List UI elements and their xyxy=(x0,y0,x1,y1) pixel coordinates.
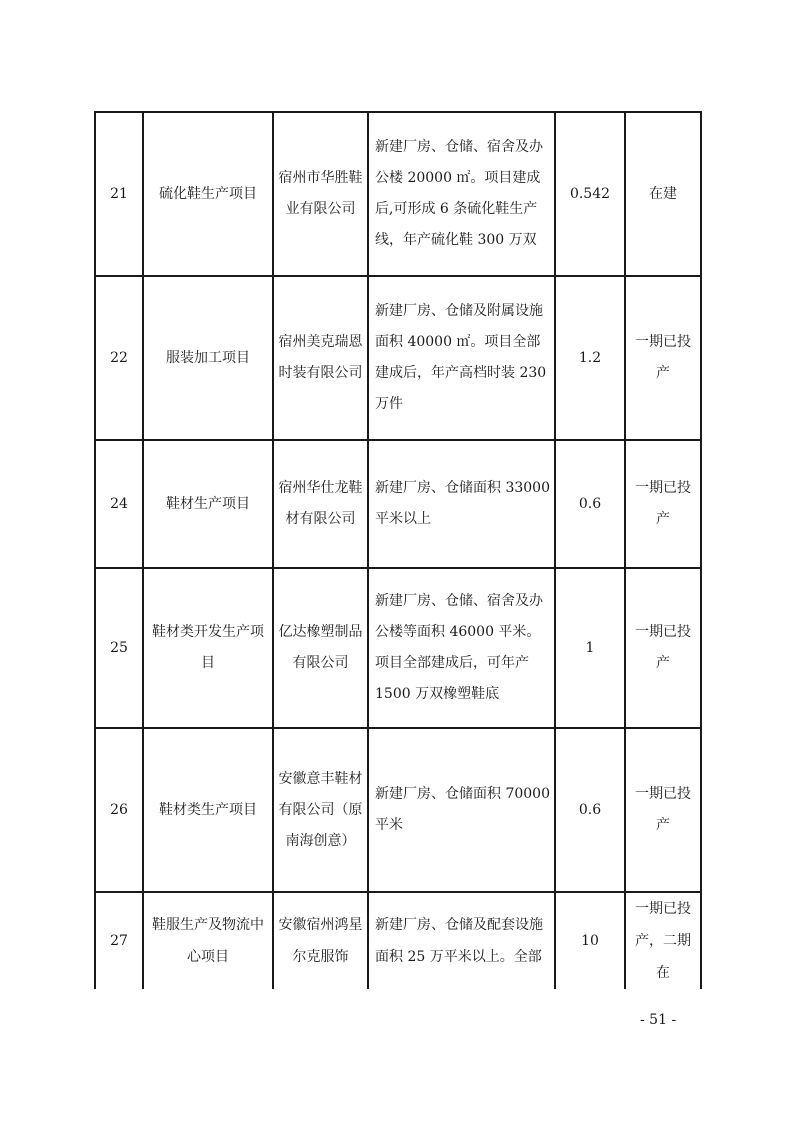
investment-amount: 0.542 xyxy=(555,112,625,276)
construction-content: 新建厂房、仓储及附属设施面积 40000 ㎡。项目全部建成后，年产高档时装 230 万件 xyxy=(368,276,555,440)
construction-content: 新建厂房、仓储、宿舍及办公楼等面积 46000 平米。项目全部建成后，可年产 1500 万双橡塑鞋底 xyxy=(368,568,555,728)
project-name: 鞋服生产及物流中心项目 xyxy=(143,892,273,989)
investment-amount: 0.6 xyxy=(555,440,625,568)
page-number: - 51 - xyxy=(640,1012,677,1028)
project-name: 硫化鞋生产项目 xyxy=(143,112,273,276)
company-name: 亿达橡塑制品有限公司 xyxy=(273,568,368,728)
construction-content: 新建厂房、仓储面积 70000 平米 xyxy=(368,728,555,892)
project-name: 鞋材生产项目 xyxy=(143,440,273,568)
investment-amount: 10 xyxy=(555,892,625,989)
project-table xyxy=(94,111,702,989)
table-row xyxy=(95,728,701,892)
construction-content: 新建厂房、仓储面积 33000 平米以上 xyxy=(368,440,555,568)
row-number: 26 xyxy=(95,728,143,892)
project-status: 一期已投产 xyxy=(625,276,701,440)
company-name: 安徽宿州鸿星尔克服饰 xyxy=(273,892,368,989)
row-number: 27 xyxy=(95,892,143,989)
project-name: 服装加工项目 xyxy=(143,276,273,440)
table-row xyxy=(95,440,701,568)
investment-amount: 1.2 xyxy=(555,276,625,440)
row-number: 22 xyxy=(95,276,143,440)
investment-amount: 0.6 xyxy=(555,728,625,892)
company-name: 宿州美克瑞恩时装有限公司 xyxy=(273,276,368,440)
company-name: 宿州华仕龙鞋材有限公司 xyxy=(273,440,368,568)
project-status: 一期已投产，二期在 xyxy=(625,892,701,989)
table-row xyxy=(95,112,701,276)
row-number: 24 xyxy=(95,440,143,568)
table-row xyxy=(95,568,701,728)
project-name: 鞋材类生产项目 xyxy=(143,728,273,892)
table-row xyxy=(95,892,701,989)
project-status: 一期已投产 xyxy=(625,728,701,892)
investment-amount: 1 xyxy=(555,568,625,728)
project-status: 一期已投产 xyxy=(625,440,701,568)
row-number: 25 xyxy=(95,568,143,728)
table-row xyxy=(95,276,701,440)
project-name: 鞋材类开发生产项目 xyxy=(143,568,273,728)
construction-content: 新建厂房、仓储及配套设施面积 25 万平米以上。全部 xyxy=(368,892,555,989)
company-name: 安徽意丰鞋材有限公司（原南海创意） xyxy=(273,728,368,892)
company-name: 宿州市华胜鞋业有限公司 xyxy=(273,112,368,276)
construction-content: 新建厂房、仓储、宿舍及办公楼 20000 ㎡。项目建成后,可形成 6 条硫化鞋生产线，年产硫化鞋 300 万双 xyxy=(368,112,555,276)
row-number: 21 xyxy=(95,112,143,276)
project-status: 一期已投产 xyxy=(625,568,701,728)
project-status: 在建 xyxy=(625,112,701,276)
